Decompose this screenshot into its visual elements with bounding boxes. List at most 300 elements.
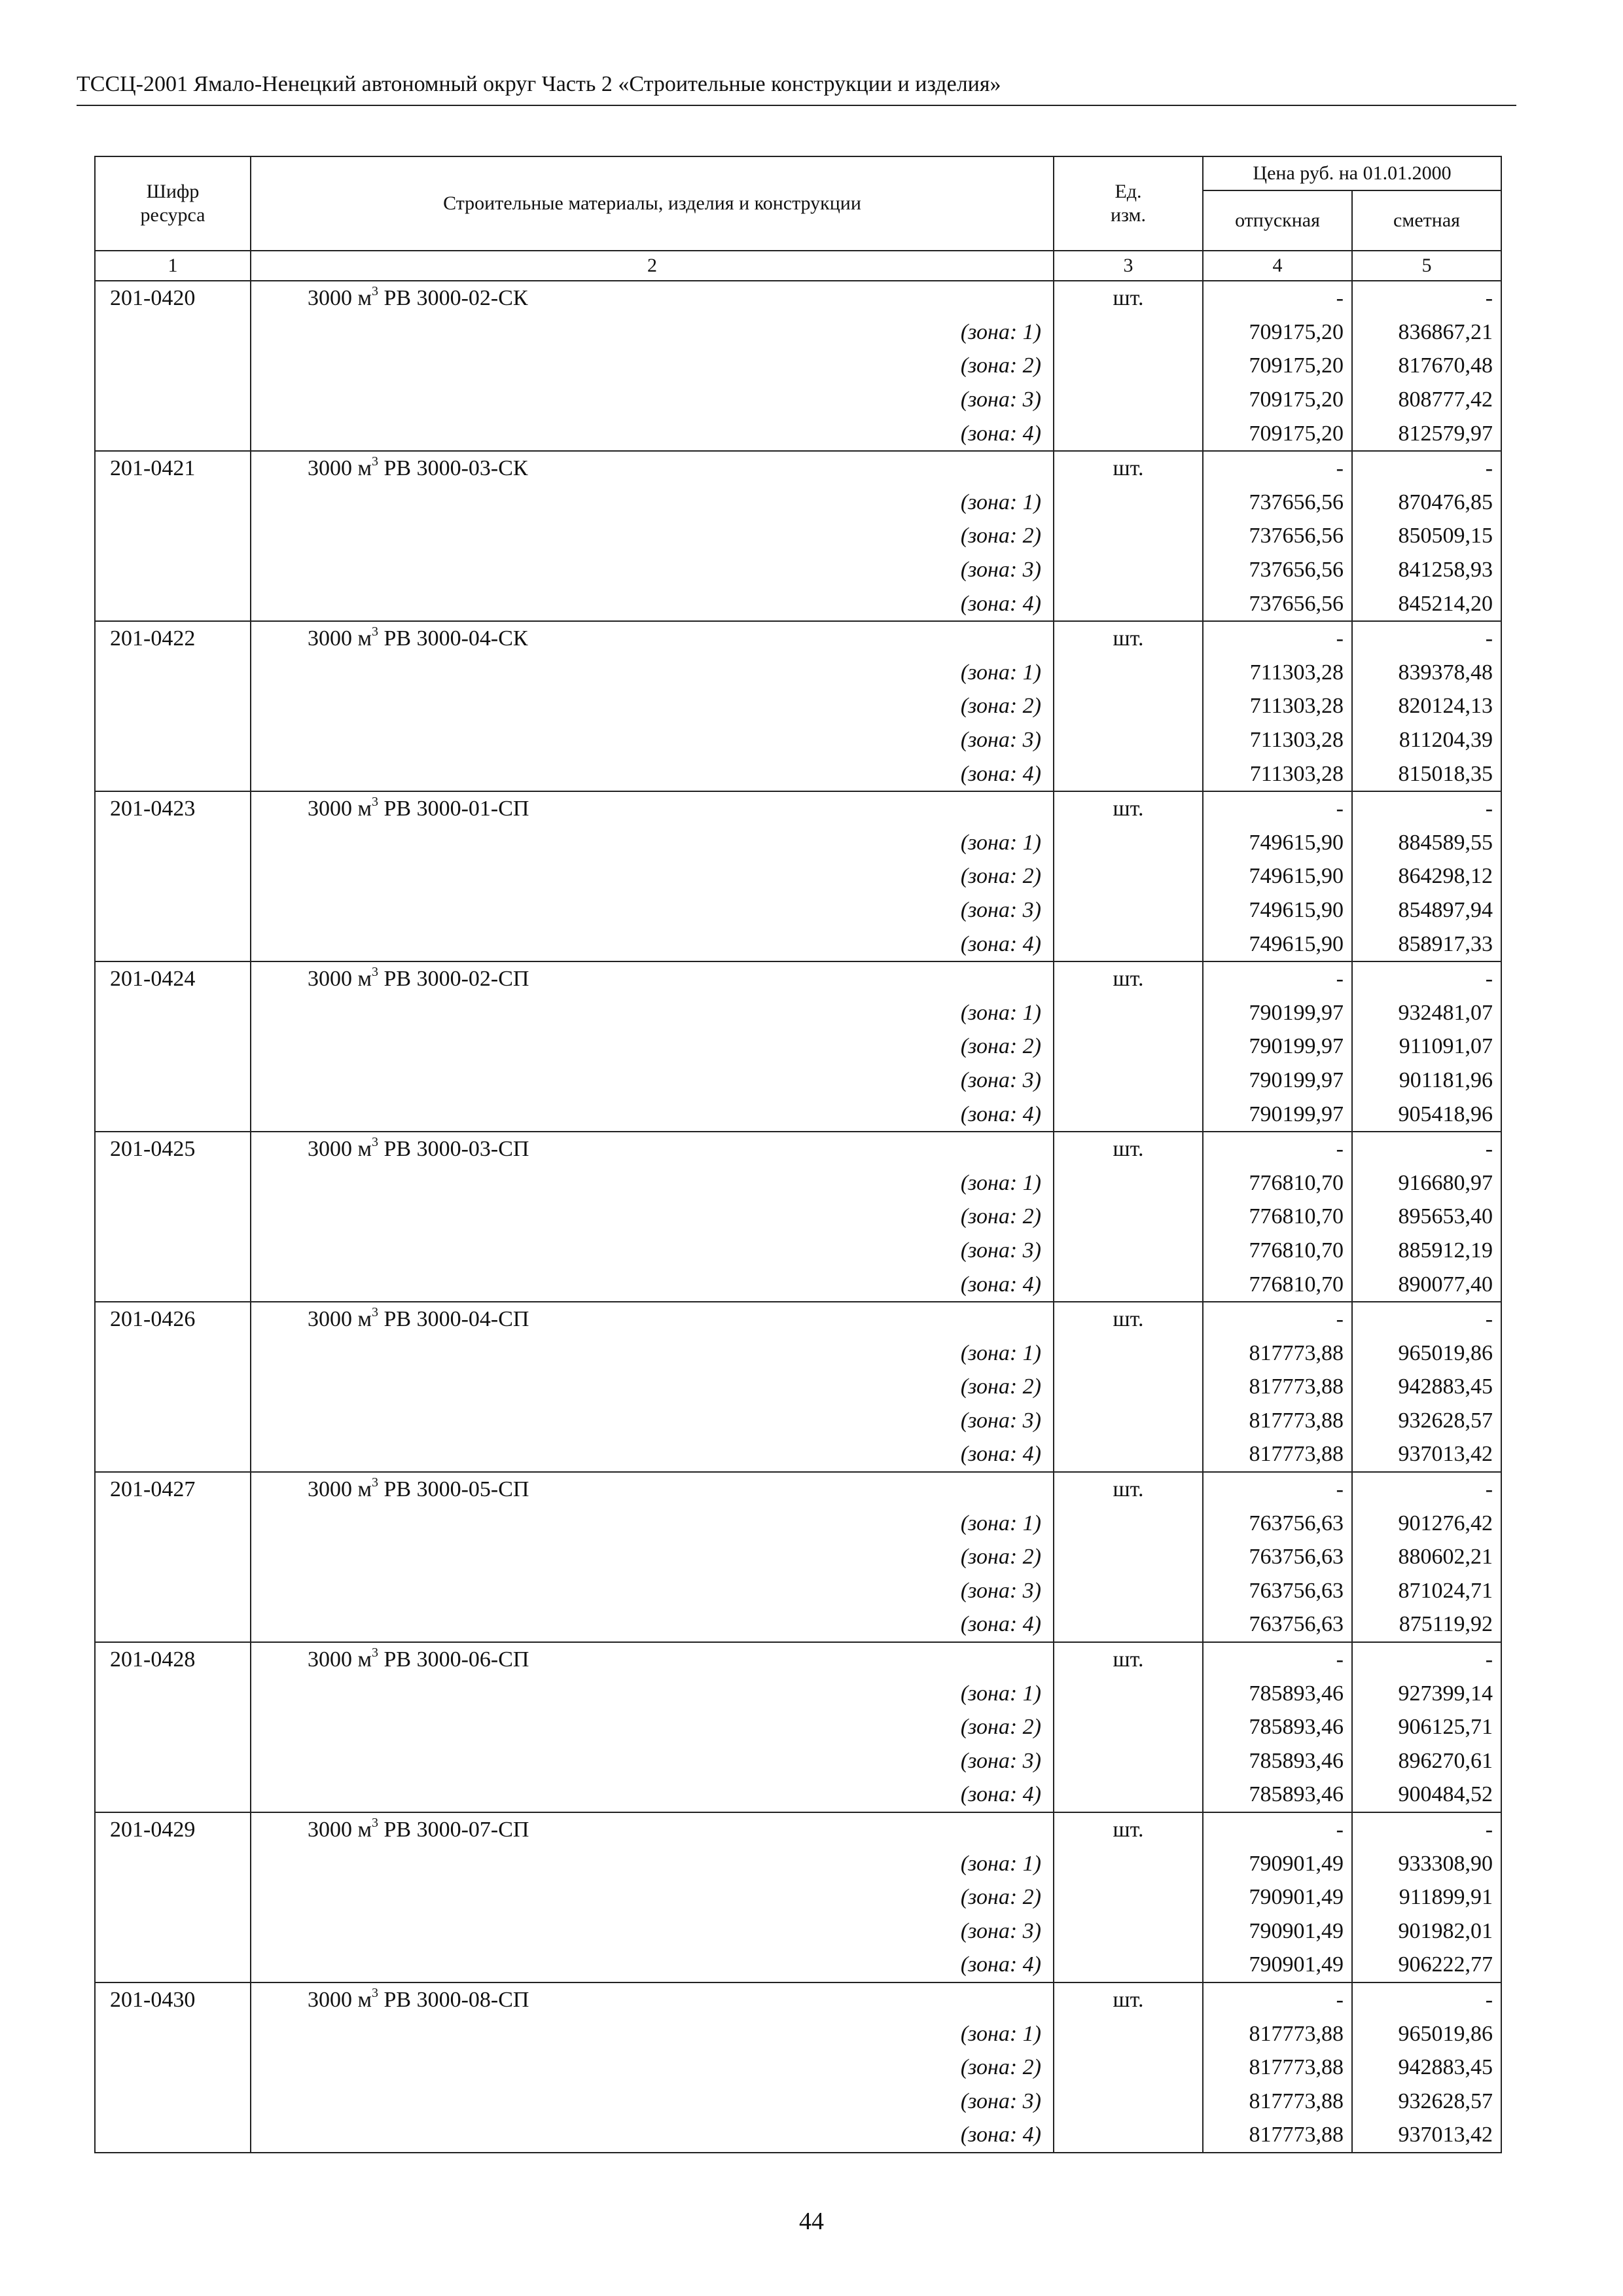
unit-cell: шт. [1054,1982,1203,2017]
zone-label: (зона: 3) [251,723,1054,757]
empty-cell [95,1336,251,1370]
item-name [251,961,1054,996]
zone-row [95,1607,1501,1642]
resource-code: 201-0425 [95,1132,251,1166]
zone-row [95,2084,1501,2118]
release-price: 776810,70 [1203,1267,1352,1302]
empty-cell [95,1948,251,1982]
estimate-price: 815018,35 [1352,757,1501,791]
zone-row [95,2017,1501,2051]
unit-exponent: 3 [372,1985,379,2000]
zone-row [95,1234,1501,1268]
release-price: 737656,56 [1203,586,1352,621]
estimate-price: 937013,42 [1352,2118,1501,2153]
empty-cell [95,486,251,520]
zone-label: (зона: 4) [251,1607,1054,1642]
empty-cell [1054,1948,1203,1982]
empty-cell [1054,996,1203,1030]
zone-row [95,1778,1501,1812]
empty-cell [1054,1234,1203,1268]
zone-row [95,1710,1501,1744]
release-price: 737656,56 [1203,553,1352,587]
zone-label: (зона: 2) [251,1710,1054,1744]
resource-code: 201-0424 [95,961,251,996]
empty-cell [1054,553,1203,587]
unit-header [1054,156,1203,251]
empty-cell [95,893,251,927]
zone-row [95,1846,1501,1880]
estimate-price: 965019,86 [1352,1336,1501,1370]
zone-label: (зона: 4) [251,416,1054,451]
estimate-price: 880602,21 [1352,1540,1501,1574]
release-price: - [1203,791,1352,826]
estimate-price: 845214,20 [1352,586,1501,621]
release-price: 711303,28 [1203,757,1352,791]
empty-cell [1054,586,1203,621]
empty-cell [1054,1744,1203,1778]
empty-cell [95,689,251,723]
zone-label: (зона: 1) [251,656,1054,690]
unit-exponent: 3 [372,454,379,469]
item-name-text: 3000 м [308,967,372,992]
column-number-3: 3 [1054,251,1203,281]
empty-cell [1054,1607,1203,1642]
estimate-price: - [1352,1302,1501,1336]
resource-code: 201-0421 [95,451,251,486]
empty-cell [1054,1846,1203,1880]
zone-label: (зона: 3) [251,1064,1054,1098]
zone-row [95,553,1501,587]
zone-label: (зона: 4) [251,757,1054,791]
zone-row [95,315,1501,350]
table-row [95,1642,1501,1677]
zone-row [95,1948,1501,1982]
empty-cell [95,723,251,757]
item-name-suffix: РВ 3000-04-СП [378,1307,529,1332]
empty-cell [95,1404,251,1438]
zone-label: (зона: 1) [251,486,1054,520]
release-price: 737656,56 [1203,486,1352,520]
table-row [95,1982,1501,2017]
estimate-price: 839378,48 [1352,656,1501,690]
zone-label: (зона: 2) [251,349,1054,383]
zone-label: (зона: 2) [251,1540,1054,1574]
empty-cell [1054,1914,1203,1948]
release-price: 749615,90 [1203,859,1352,893]
zone-label: (зона: 3) [251,1404,1054,1438]
release-price: 785893,46 [1203,1676,1352,1710]
empty-cell [95,1064,251,1098]
release-price: 817773,88 [1203,1404,1352,1438]
item-name [251,791,1054,826]
unit-exponent: 3 [372,624,379,639]
zone-label: (зона: 2) [251,689,1054,723]
empty-cell [95,656,251,690]
resource-code: 201-0423 [95,791,251,826]
release-price: 737656,56 [1203,519,1352,553]
zone-label: (зона: 2) [251,519,1054,553]
estimate-price: - [1352,451,1501,486]
item-name-suffix: РВ 3000-01-СП [378,797,529,821]
empty-cell [95,553,251,587]
zone-row [95,1166,1501,1200]
zone-label: (зона: 3) [251,1914,1054,1948]
zone-row [95,1880,1501,1914]
unit-exponent: 3 [372,284,379,299]
column-number-5: 5 [1352,251,1501,281]
resource-code: 201-0426 [95,1302,251,1336]
release-price: 709175,20 [1203,349,1352,383]
zone-label: (зона: 2) [251,859,1054,893]
code-header-line1: Шифр [146,181,200,202]
item-name-text: 3000 м [308,626,372,651]
zone-label: (зона: 1) [251,996,1054,1030]
zone-row [95,1404,1501,1438]
empty-cell [1054,826,1203,860]
item-name-suffix: РВ 3000-05-СП [378,1477,529,1502]
estimate-price: 870476,85 [1352,486,1501,520]
unit-exponent: 3 [372,795,379,810]
column-number-2: 2 [251,251,1054,281]
estimate-price: 871024,71 [1352,1574,1501,1608]
estimate-price: - [1352,1982,1501,2017]
empty-cell [95,1370,251,1404]
zone-label: (зона: 4) [251,1437,1054,1472]
zone-label: (зона: 3) [251,2084,1054,2118]
item-name [251,621,1054,656]
zone-row [95,893,1501,927]
estimate-price: 808777,42 [1352,383,1501,417]
unit-header-line2: изм. [1111,204,1146,226]
zone-label: (зона: 4) [251,1097,1054,1132]
estimate-price: 841258,93 [1352,553,1501,587]
empty-cell [95,1437,251,1472]
release-price: 709175,20 [1203,315,1352,350]
empty-cell [95,1574,251,1608]
zone-row [95,1200,1501,1234]
item-name-text: 3000 м [308,456,372,481]
zone-label: (зона: 1) [251,1506,1054,1540]
estimate-price: 820124,13 [1352,689,1501,723]
release-price: 763756,63 [1203,1506,1352,1540]
empty-cell [1054,1336,1203,1370]
release-price: 776810,70 [1203,1200,1352,1234]
zone-row [95,1437,1501,1472]
estimate-price: 836867,21 [1352,315,1501,350]
release-price: 709175,20 [1203,383,1352,417]
zone-row [95,2118,1501,2153]
resource-code: 201-0430 [95,1982,251,2017]
empty-cell [1054,1030,1203,1064]
estimate-price: - [1352,281,1501,315]
estimate-price: 927399,14 [1352,1676,1501,1710]
release-price: 790199,97 [1203,1097,1352,1132]
empty-cell [95,2051,251,2085]
empty-cell [1054,1064,1203,1098]
release-price: 817773,88 [1203,1370,1352,1404]
empty-cell [95,1710,251,1744]
release-price: 763756,63 [1203,1574,1352,1608]
unit-cell: шт. [1054,1472,1203,1507]
empty-cell [95,1744,251,1778]
release-price: 763756,63 [1203,1607,1352,1642]
empty-cell [95,383,251,417]
empty-cell [95,1200,251,1234]
zone-label: (зона: 2) [251,1880,1054,1914]
estimate-price: 864298,12 [1352,859,1501,893]
header-rule [77,105,1516,106]
zone-label: (зона: 3) [251,383,1054,417]
zone-row [95,1574,1501,1608]
estimate-price: 901181,96 [1352,1064,1501,1098]
empty-cell [95,416,251,451]
estimate-price: 937013,42 [1352,1437,1501,1472]
empty-cell [1054,1370,1203,1404]
item-name-text: 3000 м [308,1987,372,2012]
empty-cell [1054,2017,1203,2051]
release-price-header: отпускная [1203,190,1352,251]
table-row [95,1472,1501,1507]
empty-cell [1054,486,1203,520]
release-price: 785893,46 [1203,1744,1352,1778]
release-price: - [1203,281,1352,315]
zone-label: (зона: 2) [251,1200,1054,1234]
item-name-suffix: РВ 3000-03-СП [378,1137,529,1162]
unit-cell: шт. [1054,451,1203,486]
empty-cell [1054,2084,1203,2118]
zone-label: (зона: 1) [251,1676,1054,1710]
estimate-price: 817670,48 [1352,349,1501,383]
item-name-suffix: РВ 3000-04-СК [378,626,528,651]
price-group-header: Цена руб. на 01.01.2000 [1203,156,1501,190]
release-price: 817773,88 [1203,1336,1352,1370]
empty-cell [95,826,251,860]
zone-row [95,1030,1501,1064]
code-header-line2: ресурса [140,204,205,226]
estimate-price: - [1352,1472,1501,1507]
item-name [251,451,1054,486]
empty-cell [95,1097,251,1132]
release-price: - [1203,1812,1352,1847]
empty-cell [95,1267,251,1302]
estimate-price: 875119,92 [1352,1607,1501,1642]
item-name-suffix: РВ 3000-07-СП [378,1818,529,1842]
empty-cell [95,927,251,961]
empty-cell [95,2084,251,2118]
estimate-price: 901276,42 [1352,1506,1501,1540]
estimate-price: - [1352,961,1501,996]
empty-cell [1054,1676,1203,1710]
estimate-price-header: сметная [1352,190,1501,251]
empty-cell [1054,349,1203,383]
empty-cell [95,859,251,893]
zone-label: (зона: 2) [251,2051,1054,2085]
empty-cell [95,1030,251,1064]
item-name [251,1642,1054,1677]
estimate-price: 884589,55 [1352,826,1501,860]
release-price: - [1203,621,1352,656]
zone-row [95,1744,1501,1778]
table-row [95,1132,1501,1166]
empty-cell [1054,1778,1203,1812]
table-row [95,1302,1501,1336]
item-name-text: 3000 м [308,1137,372,1162]
table-body [95,281,1501,2153]
item-name-suffix: РВ 3000-02-СК [378,286,528,311]
unit-header-line1: Ед. [1115,181,1142,202]
empty-cell [1054,757,1203,791]
column-number-1: 1 [95,251,251,281]
empty-cell [1054,383,1203,417]
zone-label: (зона: 4) [251,927,1054,961]
item-name-text: 3000 м [308,1307,372,1332]
estimate-price: - [1352,1642,1501,1677]
release-price: 790901,49 [1203,1846,1352,1880]
estimate-price: 901982,01 [1352,1914,1501,1948]
empty-cell [95,349,251,383]
unit-cell: шт. [1054,791,1203,826]
zone-label: (зона: 4) [251,1267,1054,1302]
release-price: 817773,88 [1203,2118,1352,2153]
estimate-price: 885912,19 [1352,1234,1501,1268]
estimate-price: 854897,94 [1352,893,1501,927]
item-name [251,1302,1054,1336]
estimate-price: 911899,91 [1352,1880,1501,1914]
zone-label: (зона: 1) [251,2017,1054,2051]
item-name-suffix: РВ 3000-08-СП [378,1987,529,2012]
empty-cell [95,2118,251,2153]
zone-label: (зона: 4) [251,2118,1054,2153]
table-head [95,156,1501,281]
estimate-price: - [1352,1812,1501,1847]
resource-code: 201-0420 [95,281,251,315]
release-price: 785893,46 [1203,1710,1352,1744]
empty-cell [1054,656,1203,690]
estimate-price: 932628,57 [1352,1404,1501,1438]
empty-cell [95,1676,251,1710]
empty-cell [1054,1437,1203,1472]
empty-cell [95,1506,251,1540]
release-price: 817773,88 [1203,2084,1352,2118]
estimate-price: 896270,61 [1352,1744,1501,1778]
unit-cell: шт. [1054,1812,1203,1847]
zone-label: (зона: 4) [251,586,1054,621]
item-name [251,1982,1054,2017]
table-row [95,621,1501,656]
empty-cell [1054,1540,1203,1574]
release-price: 785893,46 [1203,1778,1352,1812]
release-price: 790199,97 [1203,996,1352,1030]
zone-label: (зона: 1) [251,315,1054,350]
empty-cell [95,1778,251,1812]
item-name [251,1132,1054,1166]
zone-row [95,1676,1501,1710]
unit-cell: шт. [1054,961,1203,996]
release-price: 749615,90 [1203,826,1352,860]
zone-row [95,416,1501,451]
estimate-price: - [1352,1132,1501,1166]
release-price: - [1203,961,1352,996]
unit-exponent: 3 [372,1475,379,1490]
zone-label: (зона: 1) [251,1846,1054,1880]
resource-code: 201-0427 [95,1472,251,1507]
empty-cell [1054,1880,1203,1914]
unit-cell: шт. [1054,621,1203,656]
release-price: - [1203,451,1352,486]
estimate-price: 895653,40 [1352,1200,1501,1234]
zone-row [95,689,1501,723]
column-number-4: 4 [1203,251,1352,281]
empty-cell [95,1914,251,1948]
estimate-price: 906222,77 [1352,1948,1501,1982]
empty-cell [1054,723,1203,757]
empty-cell [1054,1097,1203,1132]
estimate-price: 932481,07 [1352,996,1501,1030]
empty-cell [1054,1267,1203,1302]
zone-label: (зона: 3) [251,1234,1054,1268]
release-price: 776810,70 [1203,1234,1352,1268]
unit-cell: шт. [1054,281,1203,315]
zone-label: (зона: 2) [251,1030,1054,1064]
empty-cell [1054,519,1203,553]
empty-cell [1054,927,1203,961]
release-price: - [1203,1132,1352,1166]
code-header [95,156,251,251]
resource-code: 201-0429 [95,1812,251,1847]
estimate-price: 942883,45 [1352,1370,1501,1404]
unit-exponent: 3 [372,965,379,980]
item-name-text: 3000 м [308,797,372,821]
zone-row [95,1336,1501,1370]
zone-row [95,349,1501,383]
zone-row [95,486,1501,520]
empty-cell [1054,1710,1203,1744]
empty-cell [1054,1166,1203,1200]
empty-cell [1054,1506,1203,1540]
resource-code: 201-0428 [95,1642,251,1677]
release-price: 749615,90 [1203,893,1352,927]
name-header: Строительные материалы, изделия и конструкции [251,156,1054,251]
zone-label: (зона: 4) [251,1778,1054,1812]
empty-cell [95,1166,251,1200]
estimate-price: 858917,33 [1352,927,1501,961]
zone-row [95,383,1501,417]
zone-label: (зона: 1) [251,1166,1054,1200]
item-name-suffix: РВ 3000-06-СП [378,1647,529,1672]
empty-cell [95,519,251,553]
estimate-price: 890077,40 [1352,1267,1501,1302]
empty-cell [1054,1404,1203,1438]
zone-label: (зона: 2) [251,1370,1054,1404]
release-price: 790901,49 [1203,1948,1352,1982]
item-name [251,1812,1054,1847]
table-row [95,451,1501,486]
zone-label: (зона: 3) [251,1574,1054,1608]
empty-cell [95,1607,251,1642]
unit-cell: шт. [1054,1132,1203,1166]
table-row [95,791,1501,826]
empty-cell [95,1540,251,1574]
unit-cell: шт. [1054,1642,1203,1677]
resource-code: 201-0422 [95,621,251,656]
release-price: - [1203,1642,1352,1677]
estimate-price: 906125,71 [1352,1710,1501,1744]
zone-row [95,826,1501,860]
release-price: 790901,49 [1203,1880,1352,1914]
empty-cell [95,996,251,1030]
estimate-price: 932628,57 [1352,2084,1501,2118]
empty-cell [1054,1200,1203,1234]
